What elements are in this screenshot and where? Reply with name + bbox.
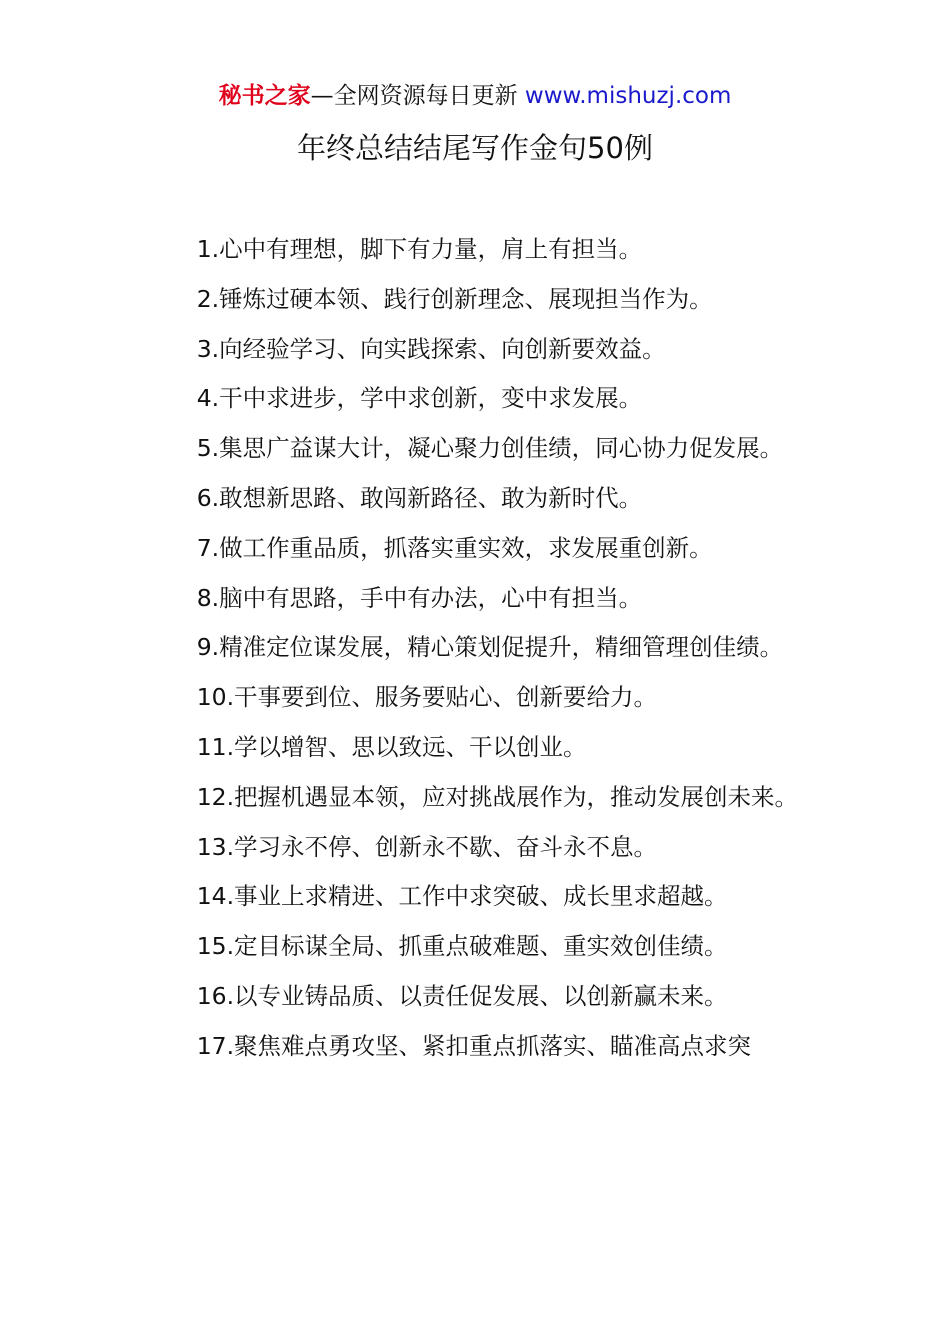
list-item: 6.敢想新思路、敢闯新路径、敢为新时代。: [196, 483, 643, 512]
site-url-link[interactable]: www.mishuzj.com: [524, 83, 732, 109]
list-item: 13.学习永不停、创新永不歇、奋斗永不息。: [196, 832, 658, 861]
list-item: 4.干中求进步，学中求创新，变中求发展。: [196, 384, 643, 413]
list-item: 7.做工作重品质，抓落实重实效，求发展重创新。: [196, 533, 713, 562]
list-item: 15.定目标谋全局、抓重点破难题、重实效创佳绩。: [196, 932, 728, 961]
header-tagline: —全网资源每日更新: [310, 83, 525, 109]
list-item: 17.聚焦难点勇攻坚、紧扣重点抓落实、瞄准高点求突: [196, 1031, 752, 1060]
list-item: 3.向经验学习、向实践探索、向创新要效益。: [196, 334, 666, 363]
list-item: 1.心中有理想，脚下有力量，肩上有担当。: [196, 235, 643, 263]
list-item: 10.干事要到位、服务要贴心、创新要给力。: [196, 683, 658, 712]
list-item: 12.把握机遇显本领，应对挑战展作为，推动发展创未来。: [196, 782, 799, 811]
list-item: 9.精准定位谋发展，精心策划促提升，精细管理创佳绩。: [196, 633, 784, 662]
list-item: 11.学以增智、思以致远、干以创业。: [196, 732, 587, 761]
list-item: 2.锤炼过硬本领、践行创新理念、展现担当作为。: [196, 284, 713, 313]
site-header: [0, 80, 950, 112]
document-title: 年终总结结尾写作金句50例: [297, 131, 653, 165]
list-item: 14.事业上求精进、工作中求突破、成长里求超越。: [196, 882, 728, 911]
list-item: 5.集思广益谋大计，凝心聚力创佳绩，同心协力促发展。: [196, 434, 784, 463]
list-item: 16.以专业铸品质、以责任促发展、以创新赢未来。: [196, 981, 728, 1010]
list-item: 8.脑中有思路，手中有办法，心中有担当。: [196, 583, 643, 612]
sentence-list: [145, 225, 815, 1072]
brand-name: 秘书之家: [218, 83, 311, 109]
